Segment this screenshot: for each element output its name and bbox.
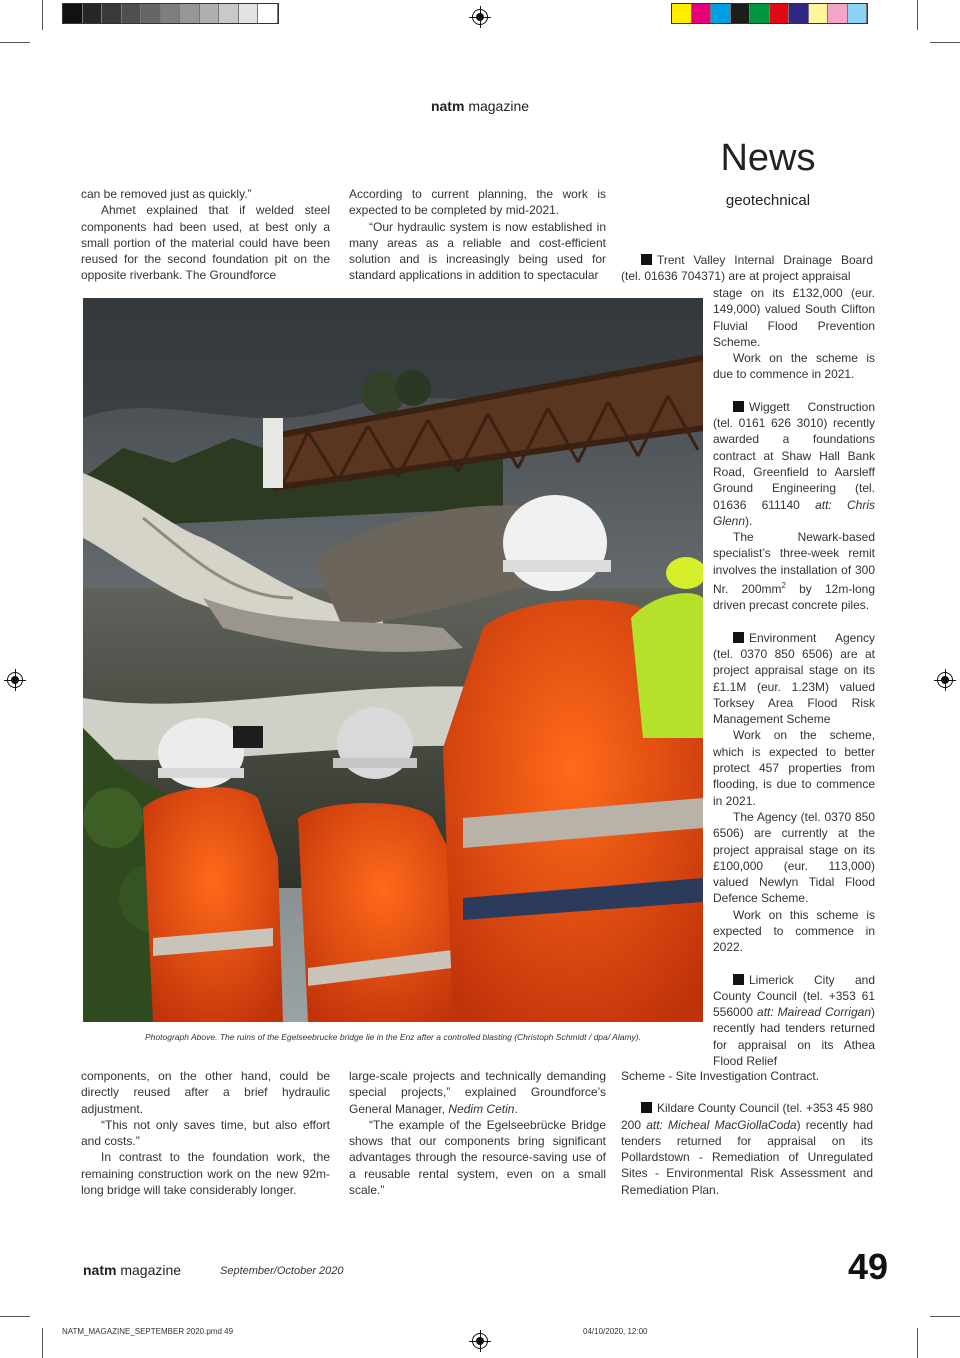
process-swatch bbox=[848, 4, 868, 23]
news-column-wide bbox=[621, 1068, 873, 1198]
photo-caption: Photograph Above. The ruins of the Egelseebrucke bridge lie in the Enz after a controlled blasting (Christoph Schmidt / dpa/ Alamy). bbox=[145, 1032, 641, 1042]
paragraph: stage on its £132,000 (eur. 149,000) valued South Clifton Fluvial Flood Prevention Scheme. bbox=[713, 286, 875, 349]
process-swatch bbox=[770, 4, 790, 23]
paragraph: Scheme - Site Investigation Contract. bbox=[621, 1069, 820, 1083]
process-swatch bbox=[828, 4, 848, 23]
gray-swatch bbox=[83, 4, 103, 23]
news-item-trent bbox=[713, 285, 875, 383]
paragraph: large-scale projects and technically demanding special projects,” explained Groundforce’s General Manager, Nedim Cetin. bbox=[349, 1069, 606, 1116]
paragraph: components, on the other hand, could be directly reused after a brief hydraulic adjustment. bbox=[81, 1069, 330, 1116]
gray-swatch bbox=[219, 4, 239, 23]
article-column-2-top bbox=[349, 186, 606, 284]
article-column-1-top bbox=[81, 186, 330, 284]
news-item-wiggett: Wiggett Construction (tel. 0161 626 3010) recently awarded a foundations contract at Shaw Hall Bank Road, Greenfield to Aarsleff Ground Engineering (tel. 01636 611140 att: Chris Glenn). The Newark-based specialist’s three-week remit involves the installation of 300 Nr. $200mm^2$ by 12m-long driven precast concrete piles. bbox=[713, 399, 875, 613]
bullet-square-icon bbox=[733, 974, 744, 985]
footer-brand: natm bbox=[83, 1262, 117, 1278]
paragraph: “Our hydraulic system is now established in many areas as a reliable and cost-efficient solution and is increasingly being used for standard applications in addition to spectacular bbox=[349, 219, 606, 283]
registration-mark-icon bbox=[469, 6, 491, 28]
grayscale-color-bar bbox=[62, 3, 279, 24]
registration-mark-icon bbox=[469, 1330, 491, 1352]
crop-mark bbox=[42, 0, 43, 30]
section-title: News bbox=[720, 137, 816, 179]
news-item-limerick: Limerick City and County Council (tel. +353 61 556000 att: Mairead Corrigan) recently had tenders returned for appraisal on its Athea Flood Relief bbox=[713, 972, 875, 1069]
gray-swatch bbox=[258, 4, 278, 23]
gray-swatch bbox=[102, 4, 122, 23]
bullet-square-icon bbox=[641, 254, 652, 265]
registration-mark-icon bbox=[4, 669, 26, 691]
article-column-1-bottom bbox=[81, 1068, 330, 1198]
process-swatch bbox=[789, 4, 809, 23]
masthead bbox=[0, 98, 960, 114]
masthead-brand: natm bbox=[430, 98, 465, 114]
crop-mark bbox=[0, 42, 30, 43]
news-item-environment-agency: Environment Agency (tel. 0370 850 6506) are at project appraisal stage on its £1.1M (eur. 1.23M) valued Torksey Area Flood Risk Management Scheme Work on the scheme, which is expected to better protect 457 properties from flooding, is due to commence in 2021. The Agency (tel. 0370 850 6506) are currently at the project appraisal stage on its £100,000 (eur. 113,000) valued Newlyn Tidal Flood Defence Scheme. Work on this scheme is expected to commence in 2022. bbox=[713, 630, 875, 955]
paragraph: In contrast to the foundation work, the remaining construction work on the new 92m-long bridge will take considerably longer. bbox=[81, 1150, 330, 1198]
footer-word: magazine bbox=[120, 1262, 182, 1278]
crop-mark bbox=[930, 42, 960, 43]
gray-swatch bbox=[63, 4, 83, 23]
crop-mark bbox=[917, 0, 918, 30]
print-slug-file: NATM_MAGAZINE_SEPTEMBER 2020.pmd 49 bbox=[62, 1327, 234, 1336]
process-swatch bbox=[809, 4, 829, 23]
gray-swatch bbox=[161, 4, 181, 23]
page-number: 49 bbox=[848, 1246, 889, 1287]
print-slug-timestamp: 04/10/2020, 12:00 bbox=[583, 1327, 648, 1336]
gray-swatch bbox=[122, 4, 142, 23]
gray-swatch bbox=[239, 4, 259, 23]
crop-mark bbox=[917, 1328, 918, 1358]
crop-mark bbox=[0, 1316, 30, 1317]
issue-date: September/October 2020 bbox=[220, 1265, 344, 1277]
masthead-word: magazine bbox=[468, 98, 530, 114]
news-column-narrow bbox=[713, 285, 875, 1069]
paragraph: “The example of the Egelseebrücke Bridge shows that our components bring significant advantages through the resource-saving use of a reusable rental system, even on a small scale.” bbox=[349, 1117, 606, 1198]
bullet-square-icon bbox=[641, 1102, 652, 1113]
article-column-2-bottom bbox=[349, 1068, 606, 1198]
paragraph: Work on the scheme, which is expected to better protect 457 properties from flooding, is due to commence in 2021. bbox=[713, 728, 875, 808]
process-swatch bbox=[750, 4, 770, 23]
paragraph: Ahmet explained that if welded steel components had been used, at best only a small portion of the material could have been reused for the second foundation pit on the opposite riverbank. The Groundforce bbox=[81, 203, 330, 283]
news-item-kildare: Kildare County Council (tel. +353 45 980 200 att: Micheal MacGiollaCoda) recently had tenders returned for appraisal on its Pollardstown - Remediation of Unregulated Sites - Environmental Risk Assessment and Remediation Plan. bbox=[621, 1101, 873, 1197]
bullet-square-icon bbox=[733, 401, 744, 412]
paragraph: can be removed just as quickly.” bbox=[81, 187, 252, 201]
paragraph: According to current planning, the work is expected to be completed by mid-2021. bbox=[349, 187, 606, 218]
gray-swatch bbox=[141, 4, 161, 23]
paragraph: “This not only saves time, but also effort and costs.” bbox=[81, 1117, 330, 1149]
paragraph: Work on this scheme is expected to commence in 2022. bbox=[713, 907, 875, 955]
gray-swatch bbox=[200, 4, 220, 23]
section-subtitle: geotechnical bbox=[725, 192, 811, 209]
gray-swatch bbox=[180, 4, 200, 23]
photo-illustration bbox=[83, 298, 703, 1022]
news-item-trent-lead: Trent Valley Internal Drainage Board (tel. 01636 704371) are at project appraisal bbox=[621, 253, 873, 284]
paragraph: Work on the scheme is due to commence in 2021. bbox=[713, 351, 875, 382]
process-swatch bbox=[672, 4, 692, 23]
process-swatch bbox=[731, 4, 751, 23]
registration-mark-icon bbox=[934, 669, 956, 691]
bridge-ruins-photo bbox=[83, 298, 703, 1022]
footer-masthead bbox=[83, 1262, 181, 1278]
process-swatch bbox=[711, 4, 731, 23]
process-color-bar bbox=[671, 3, 868, 24]
process-swatch bbox=[692, 4, 712, 23]
paragraph: The Agency (tel. 0370 850 6506) are currently at the project appraisal stage on its £100,000 (eur. 113,000) valued Newlyn Tidal Flood Defence Scheme. bbox=[713, 809, 875, 906]
crop-mark bbox=[930, 1316, 960, 1317]
crop-mark bbox=[42, 1328, 43, 1358]
bullet-square-icon bbox=[733, 632, 744, 643]
